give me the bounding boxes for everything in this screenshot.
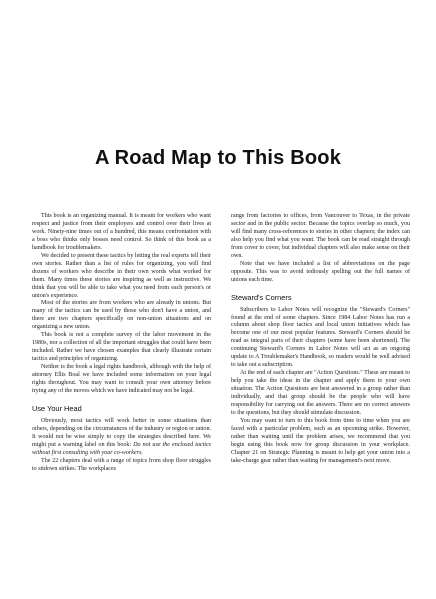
paragraph-legal: Neither is the book a legal rights handbook, although with the help of attorney Ellis Boal we have included some information on your legal rights throughout. You may want to consult your own attorney before trying any of the moves which we have indicated may not be legal.	[32, 364, 211, 394]
paragraph-abbreviations: Note that we have included a list of abbreviations on the page opposite. This was to avoid tediously spelling out the full names of unions each time.	[231, 260, 410, 283]
paragraph-stewards: Subscribers to Labor Notes will recognize the "Steward's Corners" found at the end of some chapters. Since 1984 Labor Notes has run a column about shop floor tactics and local union initiatives which has become one of our most popular features. Steward's Corners should be read as integral parts of their chapters (some have been shortened). The continuing Steward's Corners in Labor Notes will act as an ongoing update to A Troublemaker's Handbook, so readers would be well advised to take out a subscription.	[231, 306, 410, 369]
right-column	[231, 213, 410, 466]
paragraph-survey: This book is not a complete survey of the labor movement in the 1980s, nor a collection of all the important struggles that could have been included. Rather we have chosen examples that clearly illustrate certain tactics and principles of organizing.	[32, 332, 211, 363]
paragraph-tactics-text: Obviously, most tactics will work better in some situations than others, depending on the circumstances of the industry or region or union. It would not be wise simply to copy the strategies described here. We might put a warning label on this book:	[32, 417, 211, 448]
left-column	[32, 213, 211, 474]
paragraph-action-questions: At the end of each chapter are "Action Questions." These are meant to help you take the ideas in the chapter and apply them to your own situation. The Action Questions are best answered in a group rather than individually, and that group should be the people who will have responsibility for carrying out the answers. There are no correct answers to the questions, but they should stimulate discussion.	[231, 370, 410, 416]
paragraph-tactics	[32, 418, 211, 458]
paragraph-group-discussion: You may want to turn to this book from time to time when you are faced with a particular problem, such as an upcoming strike. However, rather than waiting until the problem arises, we recommend that you begin using this book now for group discussion in your workplace. Chapter 21 on Strategic Planning is meant to help get your union into a take-charge gear rather than waiting for management's next move.	[231, 417, 410, 464]
section-heading-stewards-corners: Steward's Corners	[231, 292, 292, 302]
section-heading-use-your-head: Use Your Head	[32, 403, 82, 413]
paragraph-experts: We decided to present these tactics by letting the real experts tell their own stories. Rather than a list of rules for organizing, you will find dozens of workers who describe in their own words what worked for them. Many times these stories are inspiring as well as instructive. We think that you will be able to take what you need from each person's or union's experience.	[32, 252, 211, 299]
paragraph-unions: Most of the stories are from workers who are already in unions. But many of the tactics can be used by those who don't have a union, and there are two chapters specifically on non-union situations and on organizing a new union.	[32, 300, 211, 331]
warning-label-text: Do not use the enclosed tactics without first consulting with your co-workers.	[32, 441, 211, 456]
paragraph-chapters: The 22 chapters deal with a range of topics from shop floor struggles to sitdown strikes. The workplaces	[32, 457, 211, 472]
paragraph-intro: This book is an organizing manual. It is meant for workers who want respect and justice from their employers and control over their lives at work. Ninety-nine times out of a hundred, this means confrontation with a boss who thinks only bosses need control. So think of this book as a handbook for troublemakers.	[32, 213, 211, 251]
page-title: A Road Map to This Book	[94, 147, 342, 169]
paragraph-workplaces: range from factories to offices, from Vancouver to Texas, in the private sector and in the public sector. Because the topics overlap so much, you will find many cross-references to stories in other chapters; the index can also help you find what you want. The book can be read straight through from cover to cover, but individual chapters will also make sense on their own.	[231, 213, 410, 259]
